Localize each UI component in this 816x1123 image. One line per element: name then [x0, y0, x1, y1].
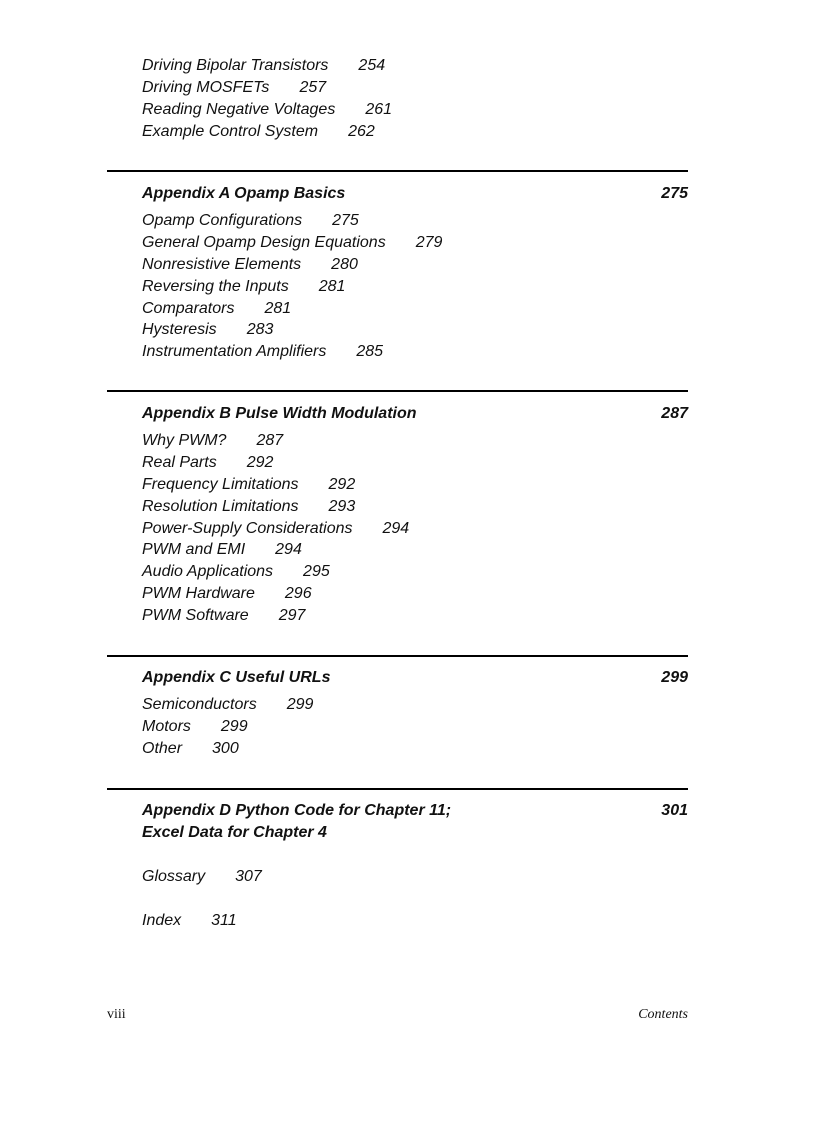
- index-entry: [142, 912, 237, 930]
- entry-page: 281: [318, 277, 346, 295]
- entry-title: Other: [142, 739, 183, 757]
- footer-running-title: Contents: [638, 1007, 688, 1022]
- entry-title: PWM and EMI: [142, 541, 246, 559]
- entry-page: 280: [331, 255, 358, 273]
- toc-entry: [142, 518, 409, 540]
- appendix-b-heading: [142, 403, 688, 425]
- section-rule: [107, 390, 688, 392]
- toc-entry: [142, 496, 409, 518]
- entry-page: 254: [358, 56, 386, 74]
- appendix-d-heading: [142, 800, 688, 844]
- entry-page: 294: [275, 541, 302, 559]
- appendix-c-heading: [142, 667, 688, 689]
- entry-page: 292: [328, 475, 356, 493]
- section-rule: [107, 788, 688, 790]
- heading-title-line1: Appendix D Python Code for Chapter 11;: [142, 802, 452, 819]
- entry-page: 300: [212, 739, 239, 757]
- entry-title: Example Control System: [142, 122, 319, 140]
- entry-title: Resolution Limitations: [142, 497, 299, 515]
- glossary-entry: [142, 868, 262, 886]
- entry-title: PWM Software: [142, 607, 249, 625]
- entry-page: 297: [278, 607, 306, 625]
- footer-page-number: viii: [107, 1007, 126, 1022]
- toc-entry: [142, 298, 442, 320]
- toc-entry: [142, 210, 442, 232]
- entry-page: 283: [246, 321, 274, 339]
- top-entry-list: [142, 55, 392, 143]
- entry-page: 299: [286, 695, 314, 713]
- toc-entry: [142, 474, 409, 496]
- heading-page: 275: [661, 185, 688, 202]
- entry-title: Real Parts: [142, 453, 217, 471]
- toc-entry: [142, 738, 313, 760]
- entry-title: PWM Hardware: [142, 585, 255, 603]
- toc-entry: [142, 716, 313, 738]
- entry-title: Nonresistive Elements: [142, 255, 302, 273]
- entry-title: Power-Supply Considerations: [142, 519, 353, 537]
- entry-page: 275: [332, 211, 359, 229]
- heading-title: Appendix C Useful URLs: [142, 669, 331, 686]
- entry-page: 285: [356, 343, 384, 361]
- toc-entry: [142, 583, 409, 605]
- heading-page: 287: [661, 405, 688, 422]
- entry-title: Audio Applications: [142, 563, 274, 581]
- toc-entry: [142, 99, 392, 121]
- heading-title-line2: Excel Data for Chapter 4: [142, 824, 327, 841]
- entry-page: 287: [256, 431, 284, 449]
- entry-page: 262: [348, 122, 375, 140]
- toc-entry: [142, 561, 409, 583]
- section-rule: [107, 170, 688, 172]
- appendix-a-entry-list: [142, 210, 442, 363]
- heading-title: Appendix A Opamp Basics: [142, 185, 346, 202]
- entry-title: Instrumentation Amplifiers: [142, 343, 327, 361]
- entry-page: 296: [284, 585, 312, 603]
- entry-page: 257: [299, 78, 327, 96]
- entry-title: Why PWM?: [142, 431, 227, 449]
- toc-entry: [142, 276, 442, 298]
- entry-title: Frequency Limitations: [142, 475, 299, 493]
- entry-title: Hysteresis: [142, 321, 217, 339]
- toc-entry: [142, 319, 442, 341]
- entry-page: 279: [415, 233, 443, 251]
- heading-page: 299: [661, 669, 688, 686]
- toc-entry: [142, 452, 409, 474]
- toc-entry: [142, 55, 392, 77]
- entry-title: Reading Negative Voltages: [142, 100, 336, 118]
- entry-page: 299: [220, 717, 248, 735]
- entry-title: Glossary: [142, 868, 206, 885]
- toc-entry: [142, 694, 313, 716]
- entry-title: Semiconductors: [142, 695, 257, 713]
- toc-entry: [142, 605, 409, 627]
- toc-entry: [142, 341, 442, 363]
- entry-page: 307: [235, 868, 262, 885]
- heading-page: 301: [661, 802, 688, 819]
- appendix-c-entry-list: [142, 694, 313, 760]
- entry-page: 293: [328, 497, 356, 515]
- toc-entry: [142, 430, 409, 452]
- entry-title: Driving Bipolar Transistors: [142, 56, 329, 74]
- toc-entry: [142, 121, 392, 143]
- entry-title: General Opamp Design Equations: [142, 233, 386, 251]
- appendix-b-entry-list: [142, 430, 409, 627]
- entry-page: 294: [382, 519, 410, 537]
- entry-title: Reversing the Inputs: [142, 277, 289, 295]
- entry-title: Opamp Configurations: [142, 211, 303, 229]
- heading-title-block: [142, 800, 451, 844]
- toc-entry: [142, 77, 392, 99]
- entry-title: Motors: [142, 717, 191, 735]
- appendix-a-heading: [142, 183, 688, 205]
- entry-page: 261: [365, 100, 393, 118]
- entry-title: Comparators: [142, 299, 235, 317]
- toc-entry: [142, 254, 442, 276]
- entry-title: Driving MOSFETs: [142, 78, 270, 96]
- entry-page: 292: [246, 453, 274, 471]
- toc-entry: [142, 232, 442, 254]
- entry-page: 295: [303, 563, 330, 581]
- section-rule: [107, 655, 688, 657]
- entry-page: 281: [264, 299, 292, 317]
- heading-title: Appendix B Pulse Width Modulation: [142, 405, 417, 422]
- entry-title: Index: [142, 912, 182, 929]
- entry-page: 311: [211, 912, 237, 929]
- toc-entry: [142, 539, 409, 561]
